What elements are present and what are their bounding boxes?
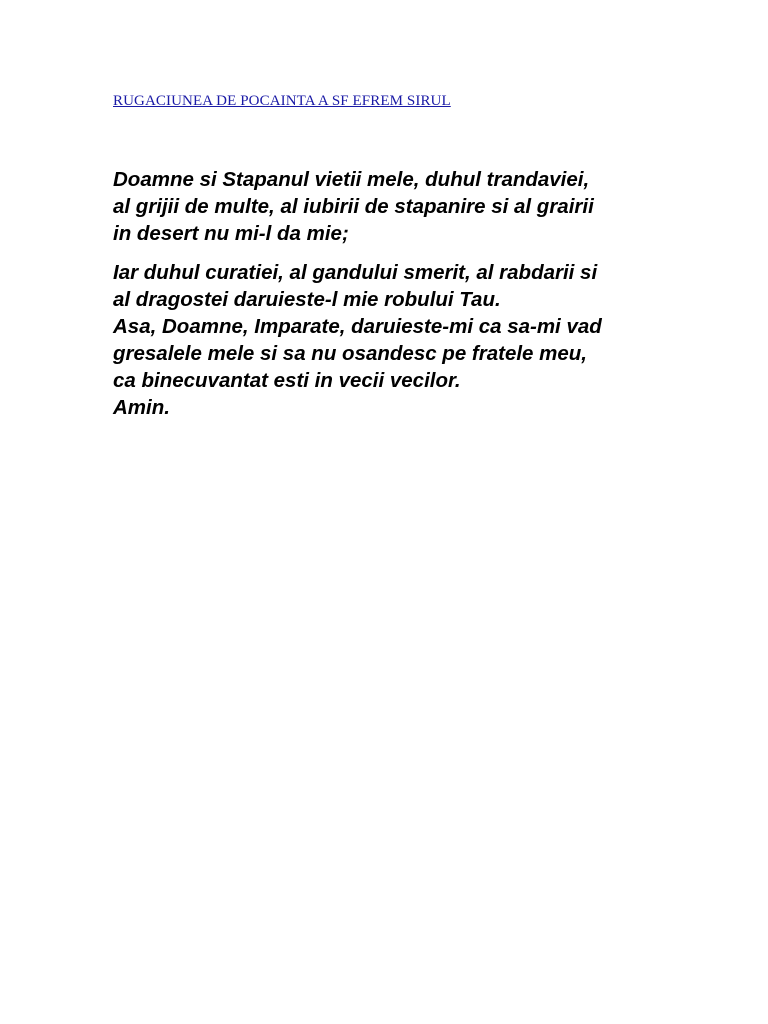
prayer-text [113, 166, 713, 421]
prayer-line: gresalele mele si sa nu osandesc pe fratele meu, [113, 342, 588, 365]
prayer-line: Asa, Doamne, Imparate, daruieste-mi ca sa-mi vad [113, 315, 602, 338]
prayer-line: ca binecuvantat esti in vecii vecilor. [113, 369, 461, 392]
prayer-line: al grijii de multe, al iubirii de stapanire si al grairii [113, 195, 594, 218]
title-link[interactable]: RUGACIUNEA DE POCAINTA A SF EFREM SIRUL [113, 93, 451, 109]
amen-line: Amin. [113, 396, 170, 419]
prayer-line: in desert nu mi-l da mie; [113, 222, 349, 245]
stanza-1 [113, 166, 713, 247]
prayer-line: Doamne si Stapanul vietii mele, duhul trandaviei, [113, 168, 590, 191]
stanza-2 [113, 259, 713, 421]
prayer-line: Iar duhul curatiei, al gandului smerit, al rabdarii si [113, 261, 598, 284]
prayer-line: al dragostei daruieste-l mie robului Tau. [113, 288, 501, 311]
